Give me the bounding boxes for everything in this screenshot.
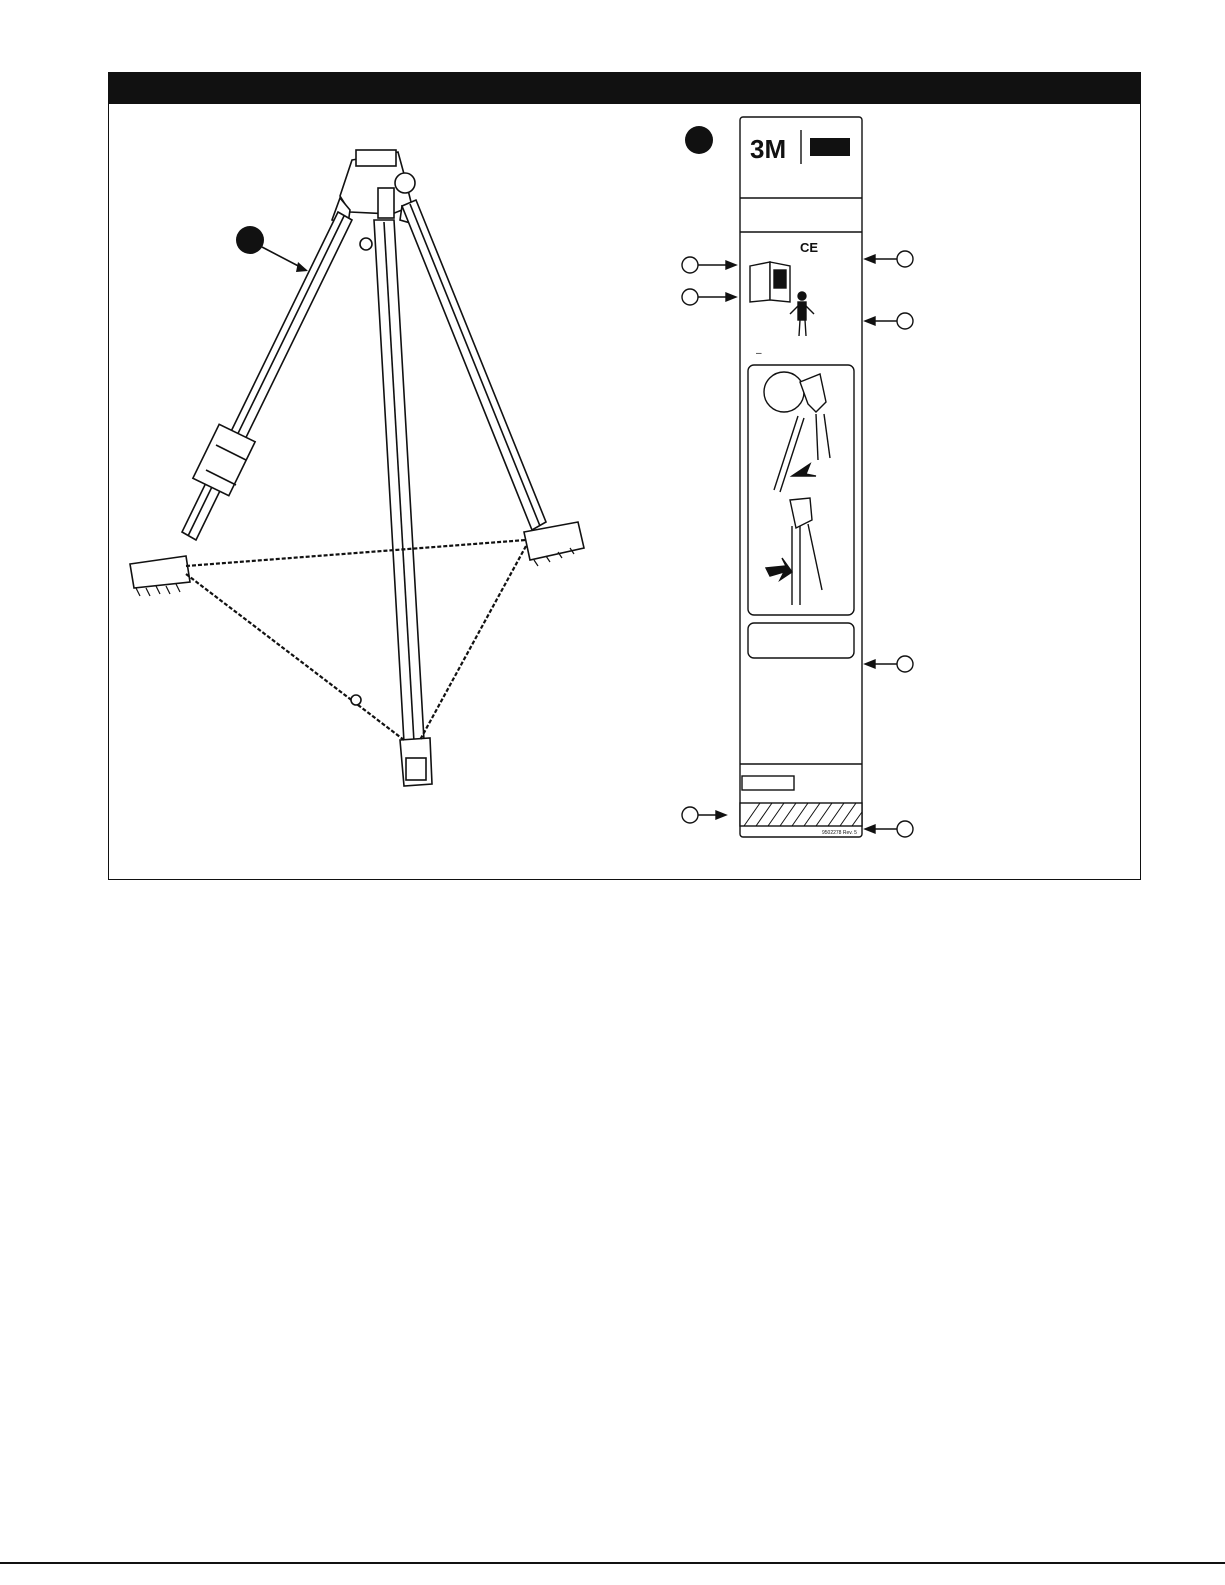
callout-circle [682, 289, 698, 305]
callout-circle [897, 821, 913, 837]
tripod-leg-center [374, 220, 432, 786]
arrow-right-icon [716, 811, 726, 819]
label-callout-marker [685, 126, 713, 154]
callout-circle [897, 313, 913, 329]
tripod-callout-marker [236, 226, 264, 254]
arrow-right-icon [726, 293, 736, 301]
read-manual-icon [750, 262, 790, 302]
callout-circle [682, 257, 698, 273]
tripod-chains [186, 540, 526, 740]
arrow-left-icon [865, 825, 875, 833]
logo-3m: 3M [750, 134, 787, 164]
label-callouts-right [865, 251, 913, 837]
tripod-callout [236, 226, 308, 272]
arrow-left-icon [865, 660, 875, 668]
hatched-strip [740, 803, 862, 826]
callout-circle [897, 251, 913, 267]
serial-box [742, 776, 794, 790]
label-info-box [748, 623, 854, 658]
arrow-right-icon [726, 261, 736, 269]
label-callouts-left [682, 257, 736, 823]
product-label [740, 117, 862, 837]
ce-mark: CE [800, 240, 819, 255]
arrow-icon [296, 262, 308, 272]
tripod-leg-right [402, 200, 584, 566]
arrow-left-icon [865, 255, 875, 263]
page-bottom-rule [0, 1562, 1225, 1564]
callout-circle [897, 656, 913, 672]
part-number: 9502278 Rev. 5 [822, 830, 857, 836]
tripod-leg-left [130, 212, 352, 596]
callout-circle [682, 807, 698, 823]
tripod-illustration [130, 150, 584, 786]
arrow-left-icon [865, 317, 875, 325]
label-dash: – [756, 348, 762, 359]
dbi-sala-logo [810, 138, 850, 156]
